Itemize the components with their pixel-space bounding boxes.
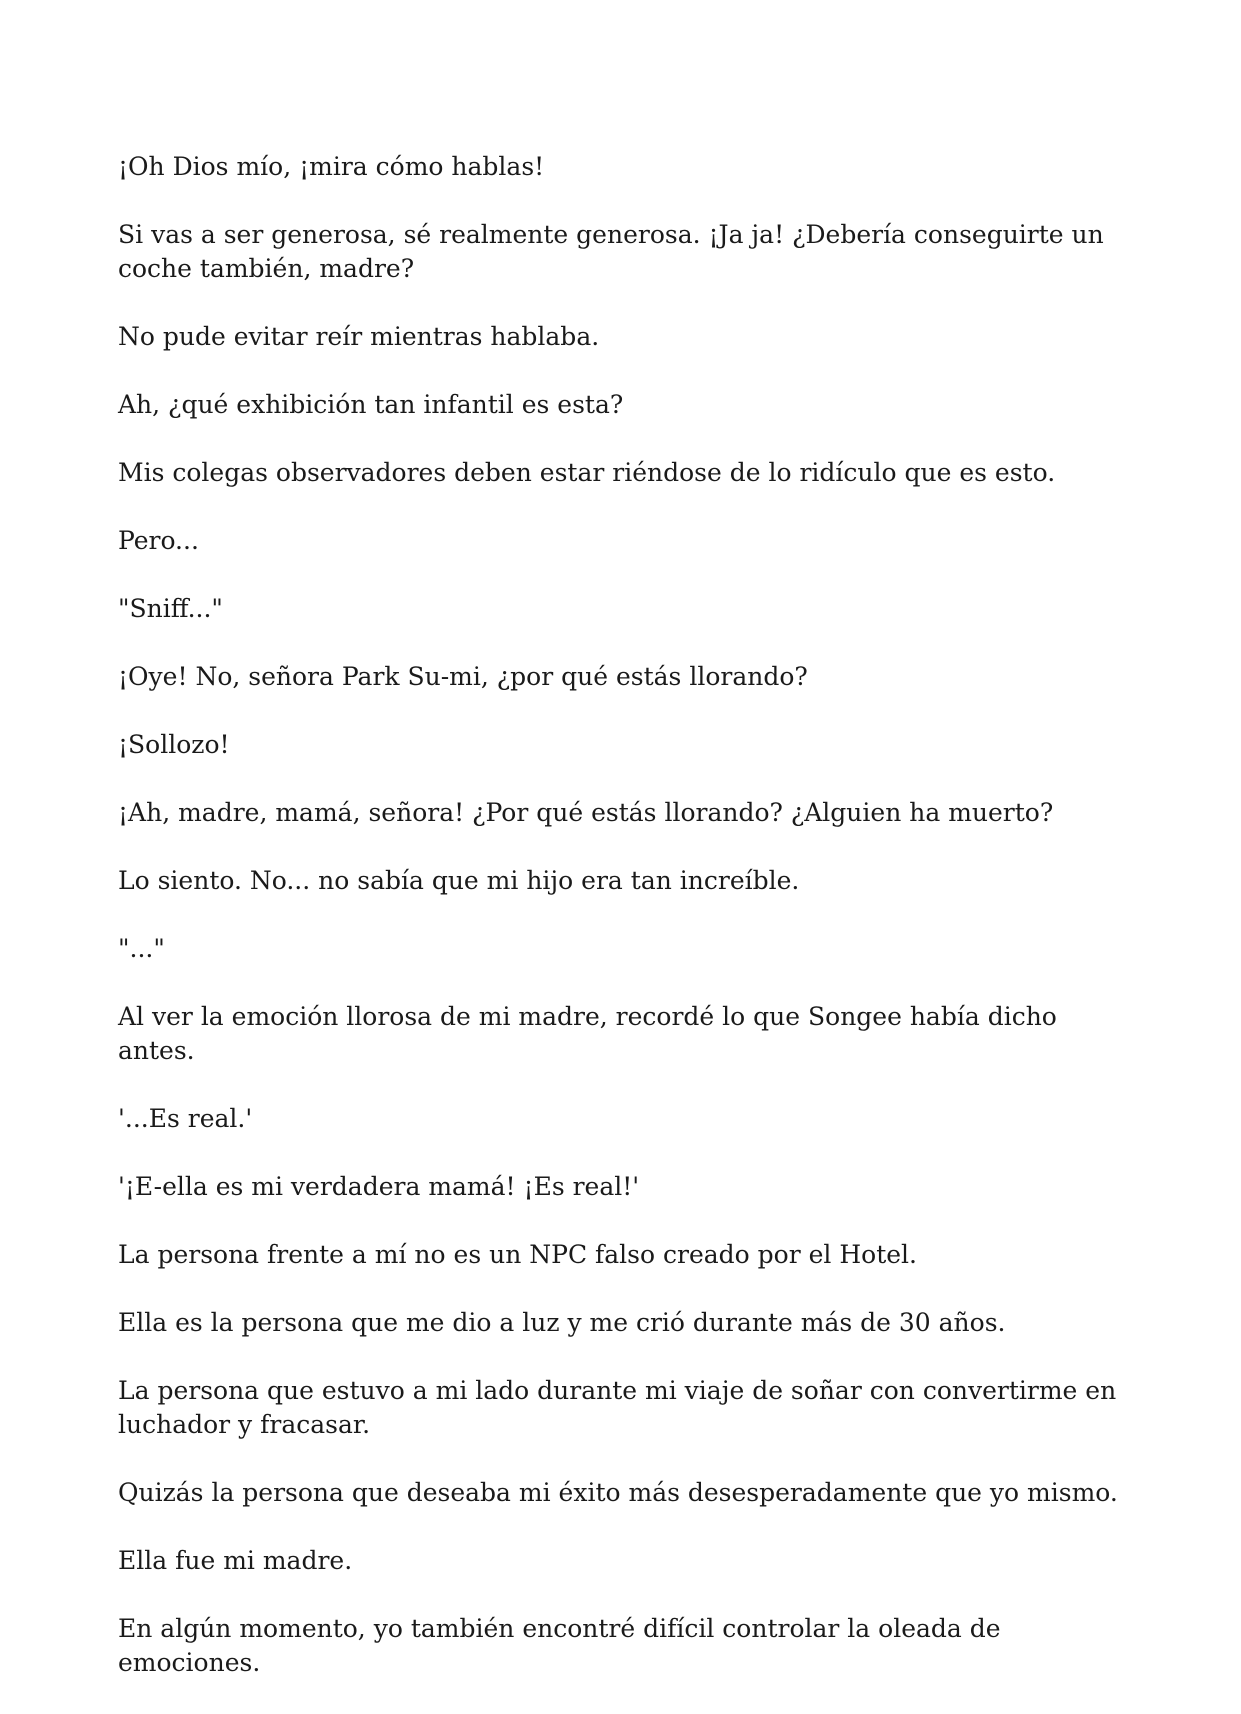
document-body [118, 150, 1123, 1714]
paragraph: Ah, ¿qué exhibición tan infantil es esta? [118, 390, 624, 419]
paragraph: "..." [118, 934, 165, 963]
paragraph: "Sniff..." [118, 594, 223, 623]
paragraph: '...Es real.' [118, 1104, 253, 1133]
paragraph: ¡Oh Dios mío, ¡mira cómo hablas! [118, 152, 545, 181]
paragraph: ¡Oye! No, señora Park Su-mi, ¿por qué estás llorando? [118, 662, 808, 691]
paragraph: En algún momento, yo también encontré difícil controlar la oleada de emociones. [118, 1614, 1001, 1677]
paragraph: Ella es la persona que me dio a luz y me crió durante más de 30 años. [118, 1308, 1006, 1337]
paragraph: '¡E-ella es mi verdadera mamá! ¡Es real!' [118, 1172, 640, 1201]
paragraph: Pero... [118, 526, 199, 555]
paragraph: La persona frente a mí no es un NPC falso creado por el Hotel. [118, 1240, 917, 1269]
paragraph: Ella fue mi madre. [118, 1546, 353, 1575]
paragraph: Si vas a ser generosa, sé realmente generosa. ¡Ja ja! ¿Debería conseguirte un coche también, madre? [118, 220, 1104, 283]
paragraph: ¡Sollozo! [118, 730, 230, 759]
paragraph: Lo siento. No... no sabía que mi hijo era tan increíble. [118, 866, 800, 895]
paragraph: Al ver la emoción llorosa de mi madre, recordé lo que Songee había dicho antes. [118, 1002, 1057, 1065]
paragraph: Quizás la persona que deseaba mi éxito más desesperadamente que yo mismo. [118, 1478, 1118, 1507]
paragraph: Mis colegas observadores deben estar riéndose de lo ridículo que es esto. [118, 458, 1056, 487]
paragraph: ¡Ah, madre, mamá, señora! ¿Por qué estás llorando? ¿Alguien ha muerto? [118, 798, 1054, 827]
paragraph: La persona que estuvo a mi lado durante mi viaje de soñar con convertirme en luchador y fracasar. [118, 1376, 1117, 1439]
paragraph: No pude evitar reír mientras hablaba. [118, 322, 600, 351]
